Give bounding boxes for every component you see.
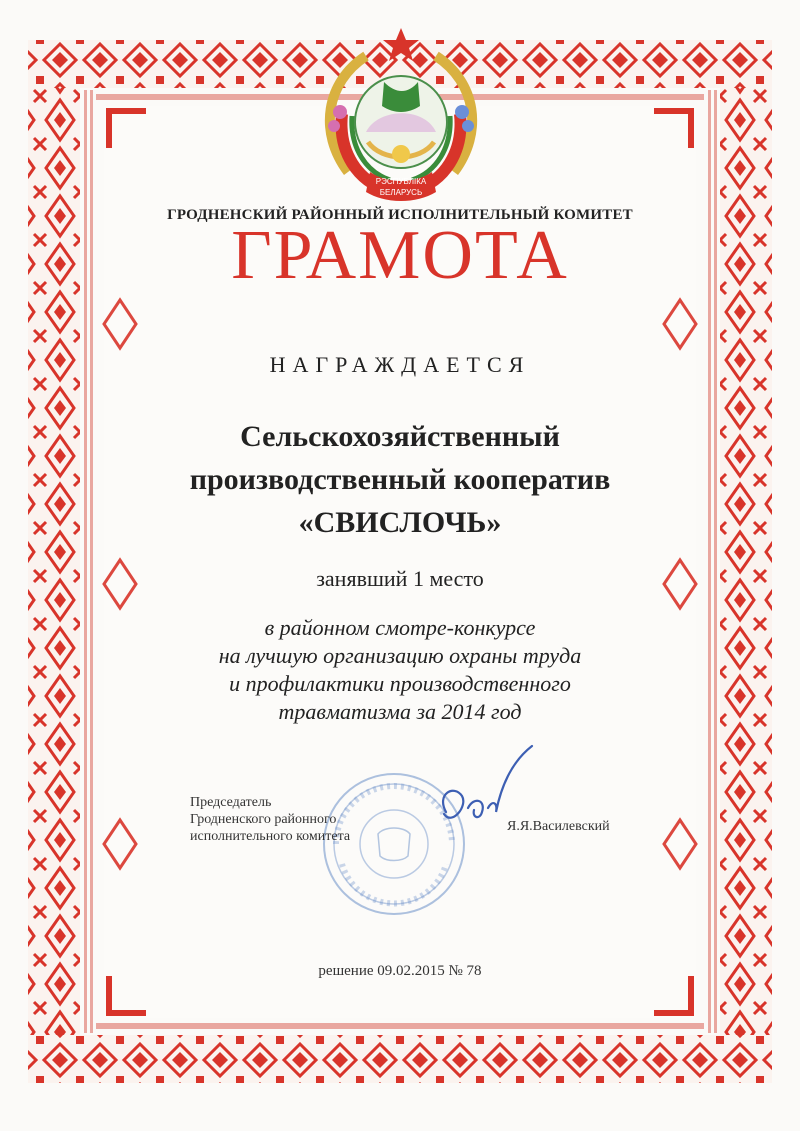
certificate-title: ГРАМОТА bbox=[231, 217, 569, 294]
signatory-position-line-3: исполнительного комитета bbox=[190, 829, 351, 844]
belarus-coat-of-arms-icon bbox=[308, 22, 494, 208]
reason-line-4: травматизма за 2014 год bbox=[278, 699, 522, 724]
signatory-name: Я.Я.Василевский bbox=[507, 819, 610, 834]
decision-reference: решение 09.02.2015 № 78 bbox=[318, 963, 482, 979]
reason-line-1: в районном смотре-конкурсе bbox=[264, 615, 536, 640]
place-text: занявший 1 место bbox=[316, 566, 484, 591]
reason-line-2: на лучшую организацию охраны труда bbox=[218, 643, 582, 668]
reason-line-3: и профилактики производственного bbox=[229, 671, 571, 696]
org-name-line-2: производственный кооператив bbox=[189, 463, 611, 496]
org-name-line-1: Сельскохозяйственный bbox=[240, 420, 560, 453]
org-name-line-3: «СВИСЛОЧЬ» bbox=[298, 506, 502, 539]
signatory-position-line-2: Гродненского районного bbox=[190, 812, 337, 827]
awarded-label: НАГРАЖДАЕТСЯ bbox=[269, 352, 531, 377]
signatory-position bbox=[190, 794, 350, 845]
committee-name: ГРОДНЕНСКИЙ РАЙОННЫЙ ИСПОЛНИТЕЛЬНЫЙ КОМИТЕТ bbox=[167, 207, 633, 223]
emblem-ribbon-text-2: БЕЛАРУСЬ bbox=[379, 188, 423, 197]
emblem-ribbon-text-1: РЭСПУБЛІКА bbox=[375, 177, 427, 186]
handwritten-signature-icon bbox=[428, 742, 538, 852]
signatory-position-line-1: Председатель bbox=[190, 795, 272, 810]
